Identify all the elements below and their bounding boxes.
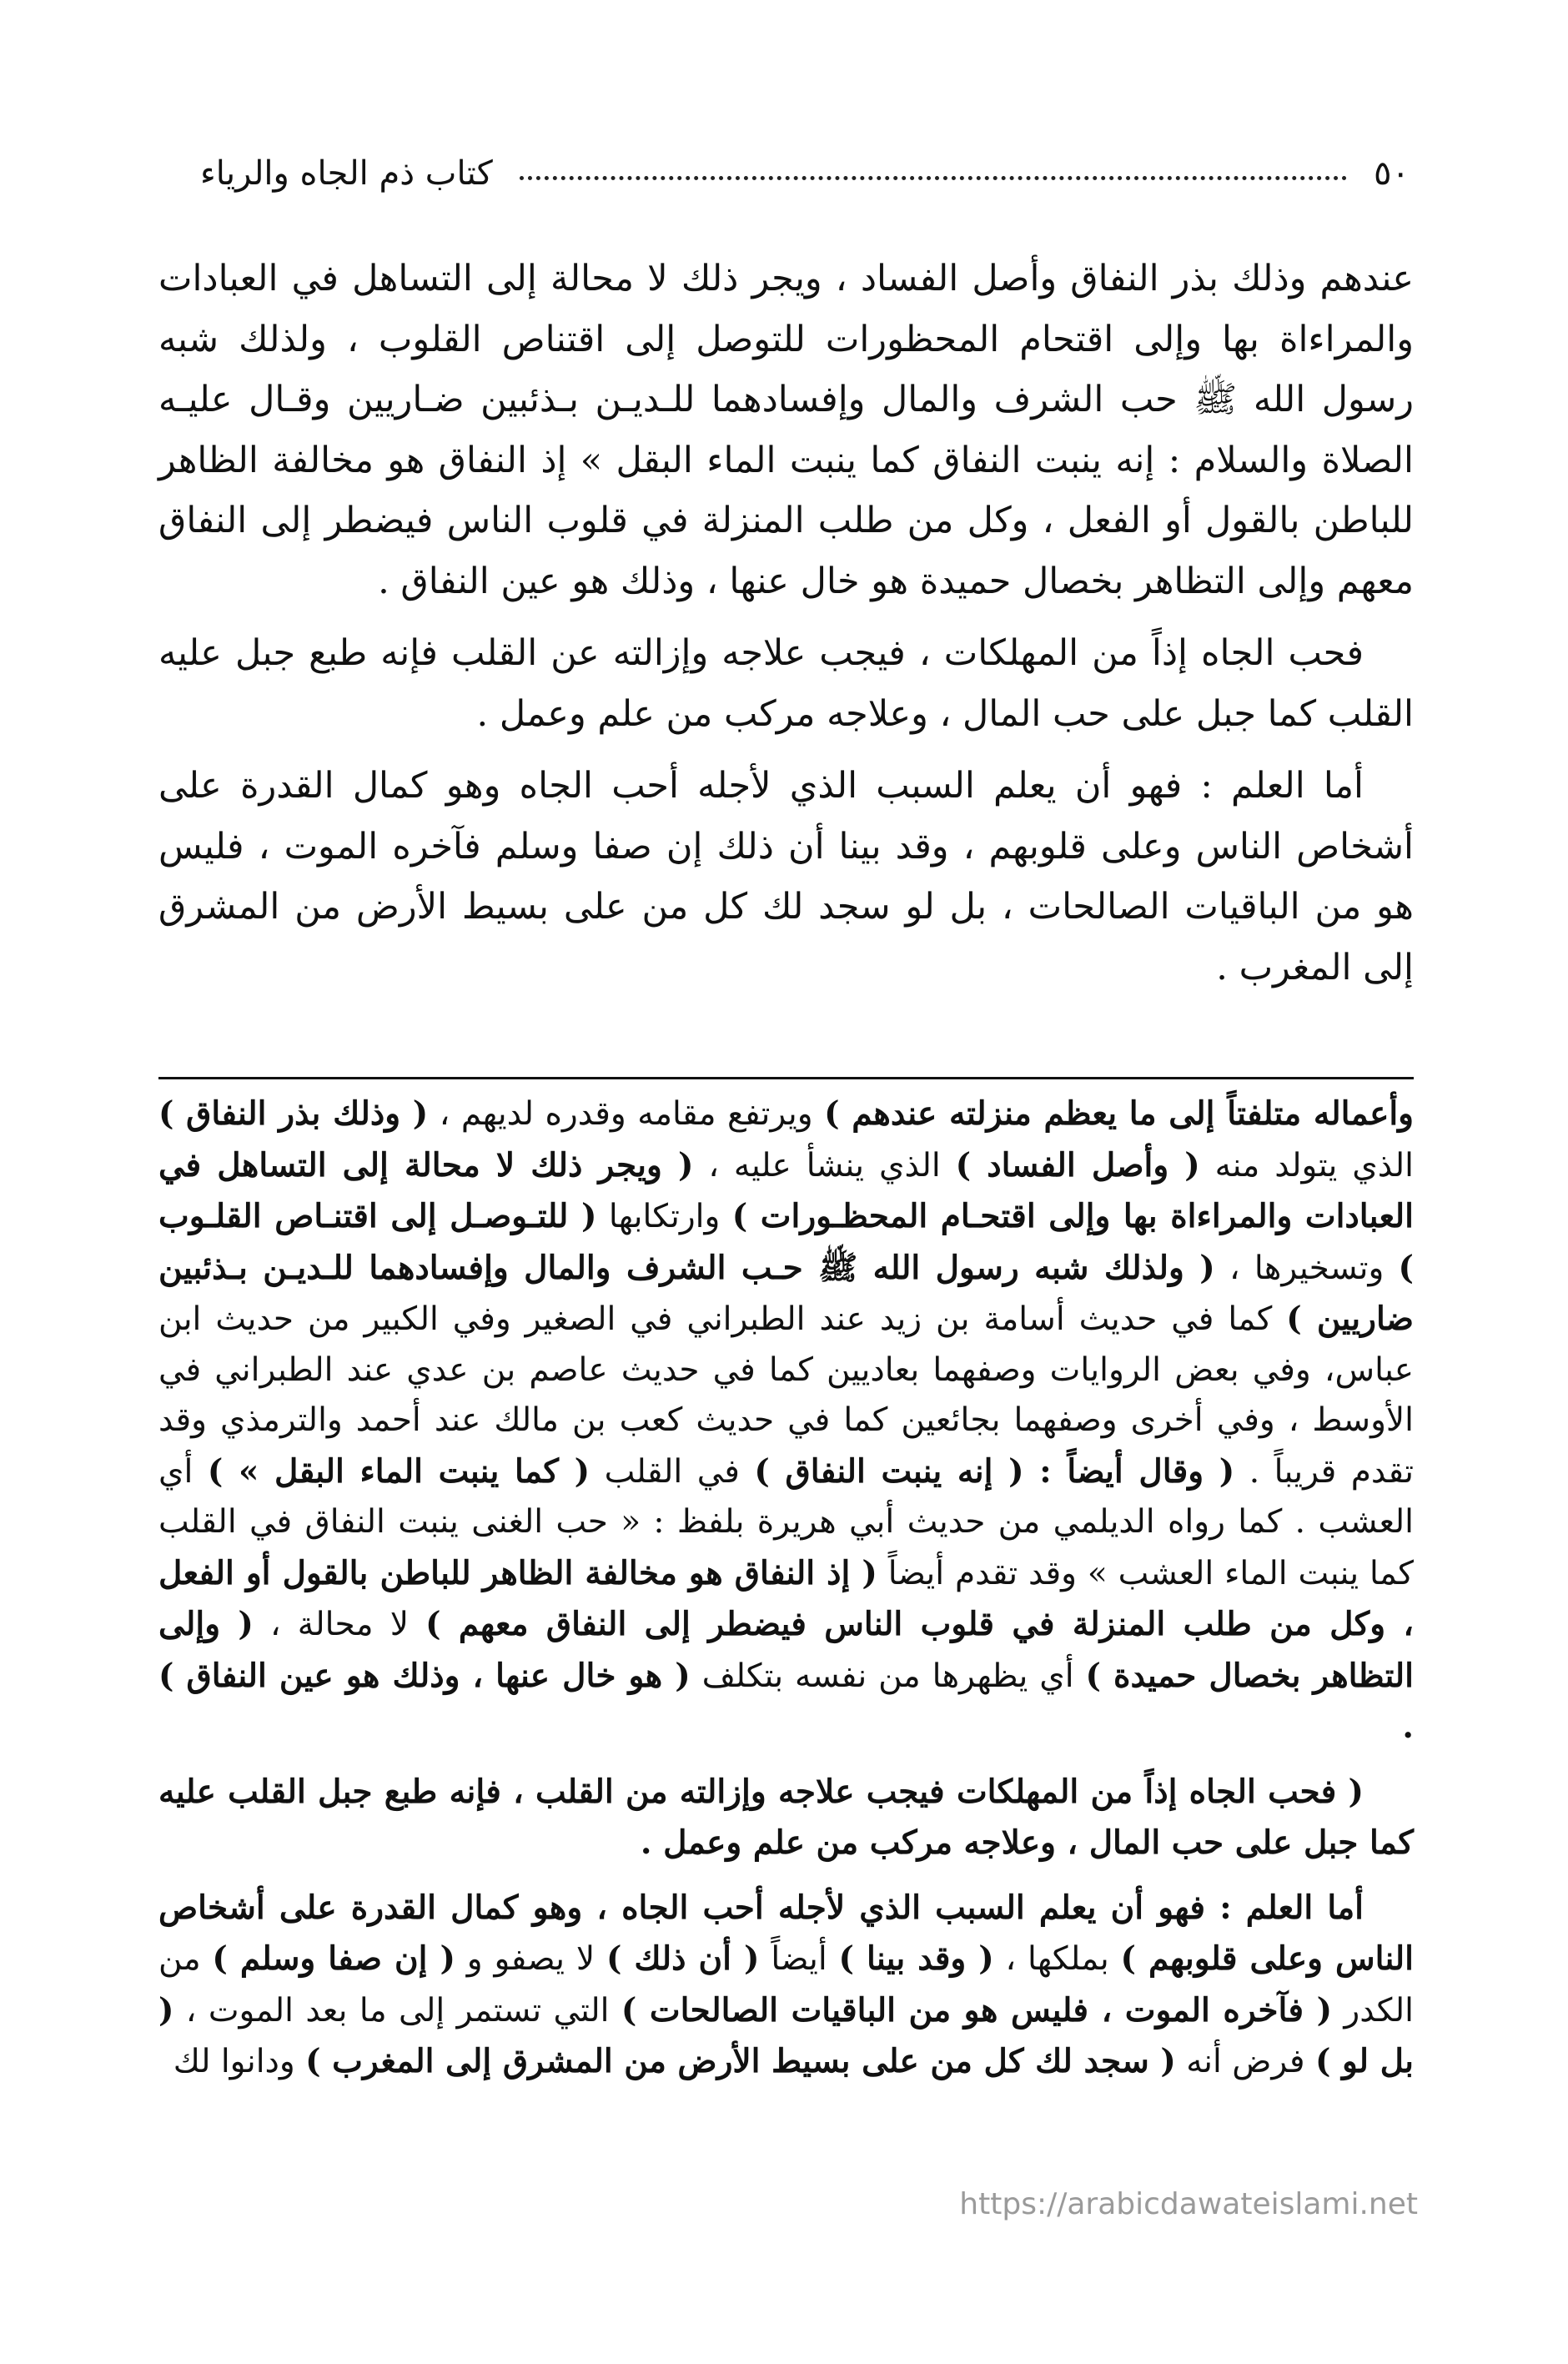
commentary-text-run: ويرتفع مقامه وقدره لديهم ، [428,1095,825,1133]
quoted-text-run: ( وقد بينا ) [838,1939,994,1978]
quoted-text-run: ( ويجر ذلك لا محالة إلى التساهل في العبادات والمراءاة بها وإلى اقتحـام المحظـورات ) [158,1145,1414,1235]
quoted-text-run: أما العلم : فهو أن يعلم السبب الذي لأجله أحب الجاه ، وهو كمال القدرة على أشخاص الناس وعلى قلوبهم ) [158,1888,1414,1978]
quoted-text-run: ( إن صفا وسلم ) [212,1939,455,1978]
commentary-text-run: من الكدر [158,1940,1414,2030]
quoted-text-run: ( وقال أيضاً : ( إنه ينبت النفاق ) [754,1451,1235,1491]
commentary-text-run: وتسخيرها ، [1214,1249,1399,1287]
quoted-text-run: ( بل لو ) [158,1990,1414,2080]
main-text [158,249,1414,1009]
commentary-text-run: في القلب [590,1452,755,1491]
commentary-text-run: فرض أنه [1175,2043,1315,2080]
header-dotted-leader [520,176,1347,180]
commentary-text-run: أي يظهرها من نفسه بتكلف [690,1657,1086,1695]
quoted-text-run: ( فحب الجاه إذاً من المهلكات فيجب علاجه وإزالته من القلب ، فإنه طبع جبل القلب عليه كما جبل على حب المال ، وعلاجه مركب من علم وعمل . [158,1772,1414,1862]
quoted-text-run: ( وأصل الفساد ) [955,1145,1200,1185]
commentary-text-run: التي تستمر إلى ما بعد الموت ، [173,1991,621,2030]
commentary-text-run: الذي ينشأ عليه ، [693,1146,956,1185]
commentary-text-run: لا يصفو و [455,1940,606,1978]
commentary-paragraph-1 [158,1089,1414,1753]
commentary-text-run: الذي يتولد منه [1199,1146,1414,1185]
commentary-divider [158,1077,1414,1079]
main-paragraph-2: فحب الجاه إذاً من المهلكات ، فيجب علاجه وإزالته عن القلب فإنه طبع جبل عليه القلب كما جبل على حب المال ، وعلاجه مركب من علم وعمل . [158,632,1414,735]
quoted-text-run: ( للتـوصـل إلى اقتنـاص القلـوب ) [158,1197,1414,1287]
commentary-text-run: بملكها ، [993,1940,1121,1978]
quoted-text-run: ( ولذلك شبه رسول الله ﷺ حـب الشرف والمال وإفسادهما للـديـن بـذئبين ضاريين ) [158,1248,1414,1338]
commentary-text-run: كما في حديث أسامة بن زيد عند الطبراني في الصغير وفي الكبير من حديث ابن عباس، وفي بعض الروايات وصفهما بعاديين كما في حديث عاصم بن عدي عند الطبراني في الأوسط ، وفي أخرى وصفهما بجائعين كما في حديث كعب بن مالك عند أحمد والترمذي وقد تقدم قريباً . [158,1300,1414,1491]
main-paragraph-1: عندهم وذلك بذر النفاق وأصل الفساد ، ويجر ذلك لا محالة إلى التساهل في العبادات والمراءاة بها وإلى اقتحام المحظورات للتوصل إلى اقتناص القلوب ، ولذلك شبه رسول الله ﷺ حب الشرف والمال وإفسادهما للـديـن بـذئبين ضـاريين وقـال عليـه الصلاة والسلام : إنه ينبت النفاق كما ينبت الماء البقل » إذ النفاق هو مخالفة الظاهر للباطن بالقول أو الفعل ، وكل من طلب المنزلة في قلوب الناس فيضطر إلى النفاق معهم وإلى التظاهر بخصال حميدة هو خال عنها ، وذلك هو عين النفاق . [158,258,1414,602]
quoted-text-run: ( هو خال عنها ، وذلك هو عين النفاق ) . [158,1656,1414,1746]
commentary-text-run: ودانوا لك [173,2043,306,2080]
commentary-text-run: لا محالة ، [253,1606,426,1643]
quoted-text-run: ( وذلك بذر النفاق ) [158,1094,429,1133]
quoted-text-run: ( أن ذلك ) [606,1939,760,1978]
page-header [200,148,1410,199]
commentary-text-run: أيضاً [759,1940,839,1978]
watermark-url: https://arabicdawateislami.net [959,2187,1418,2221]
commentary-text-run: وارتكابها [596,1198,732,1235]
commentary-paragraph-2 [158,1767,1414,1869]
page-number: ٥٠ [1374,154,1410,193]
quoted-text-run: وأعماله متلفتاً إلى ما يعظم منزلته عندهم ) [824,1094,1415,1133]
quoted-text-run: ( إذ النفاق هو مخالفة الظاهر للباطن بالقول أو الفعل ، وكل من طلب المنزلة في قلوب الناس فيضطر إلى النفاق معهم ) [158,1553,1414,1643]
running-title: كتاب ذم الجاه والرياء [200,154,493,193]
commentary-text-run: أي العشب . كما رواه الديلمي من حديث أبي هريرة بلفظ : « حب الغنى ينبت النفاق في القلب كما ينبت الماء العشب » وقد تقدم أيضاً [158,1452,1414,1592]
quoted-text-run: ( سجد لك كل من على بسيط الأرض من المشرق إلى المغرب ) [305,2042,1176,2080]
quoted-text-run: ( كما ينبت الماء البقل » ) [207,1451,591,1491]
commentary-paragraph-3 [158,1883,1414,2088]
commentary [158,1089,1414,2101]
quoted-text-run: ( فآخره الموت ، فليس هو من الباقيات الصالحات ) [621,1990,1333,2030]
quoted-text-run: ( وإلى التظاهر بخصال حميدة ) [158,1605,1415,1695]
main-paragraph-3: أما العلم : فهو أن يعلم السبب الذي لأجله أحب الجاه وهو كمال القدرة على أشخاص الناس وعلى قلوبهم ، وقد بينا أن ذلك إن صفا وسلم فآخره الموت ، فليس هو من الباقيات الصالحات ، بل لو سجد لك كل من على بسيط الأرض من المشرق إلى المغرب . [158,765,1414,988]
